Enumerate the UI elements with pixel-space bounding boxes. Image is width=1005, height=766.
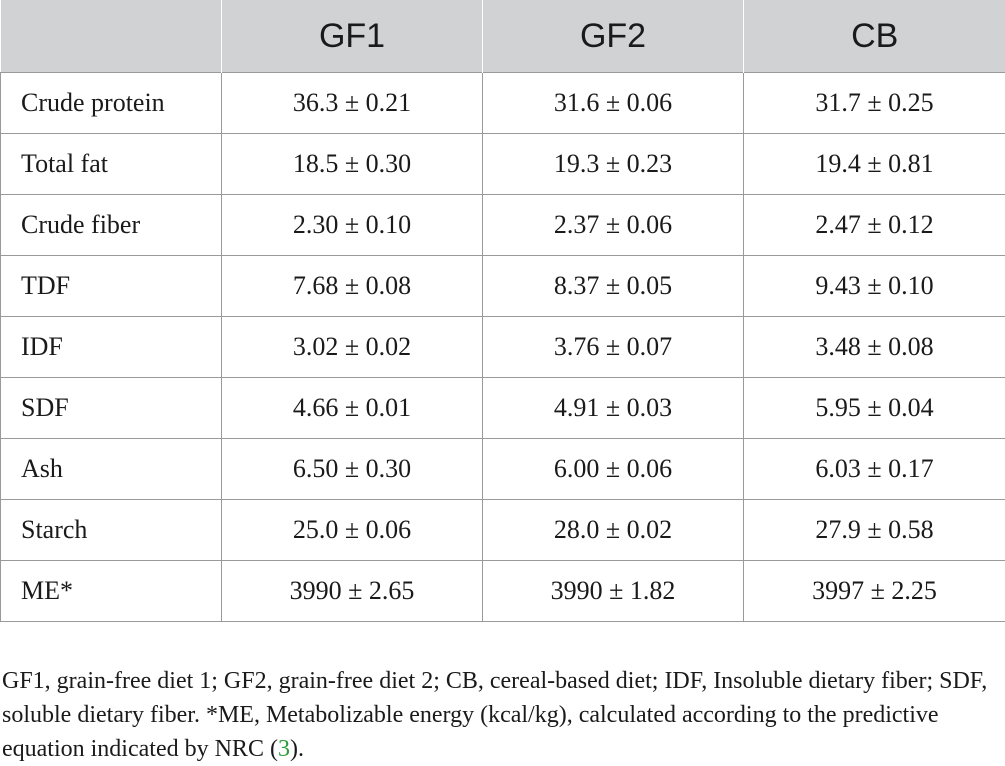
table-row: [1, 73, 1005, 134]
row-label: IDF: [1, 317, 222, 378]
table-cell: 4.91 ± 0.03: [483, 378, 744, 439]
row-label: Total fat: [1, 134, 222, 195]
table-row: [1, 195, 1005, 256]
row-label: Ash: [1, 439, 222, 500]
header-cell-empty: [1, 0, 222, 73]
footnote-text: GF1, grain-free diet 1; GF2, grain-free diet 2; CB, cereal-based diet; IDF, Insoluble dietary fiber; SDF, soluble dietary fiber. *ME, Metabolizable energy (kcal/kg), calculated according to the predictive equation indicated by NRC (: [2, 668, 987, 762]
table-cell: 18.5 ± 0.30: [222, 134, 483, 195]
table-cell: 7.68 ± 0.08: [222, 256, 483, 317]
table-row: [1, 561, 1005, 622]
row-label: Crude fiber: [1, 195, 222, 256]
table-cell: 4.66 ± 0.01: [222, 378, 483, 439]
table-cell: 2.47 ± 0.12: [744, 195, 1005, 256]
table-cell: 6.03 ± 0.17: [744, 439, 1005, 500]
table-row: [1, 500, 1005, 561]
table-cell: 2.37 ± 0.06: [483, 195, 744, 256]
header-cell-gf2: GF2: [483, 0, 744, 73]
table-header: [1, 0, 1005, 73]
table-cell: 3990 ± 1.82: [483, 561, 744, 622]
header-cell-gf1: GF1: [222, 0, 483, 73]
table-body: [1, 73, 1005, 622]
header-cell-cb: CB: [744, 0, 1005, 73]
row-label: ME*: [1, 561, 222, 622]
reference-link[interactable]: 3: [278, 736, 290, 762]
table-row: [1, 439, 1005, 500]
table-cell: 6.00 ± 0.06: [483, 439, 744, 500]
footnote-suffix: ).: [290, 736, 304, 762]
table-footnote: [2, 664, 1002, 766]
table-cell: 19.4 ± 0.81: [744, 134, 1005, 195]
row-label: Starch: [1, 500, 222, 561]
table-cell: 3.76 ± 0.07: [483, 317, 744, 378]
table-cell: 36.3 ± 0.21: [222, 73, 483, 134]
table-cell: 25.0 ± 0.06: [222, 500, 483, 561]
row-label: TDF: [1, 256, 222, 317]
row-label: SDF: [1, 378, 222, 439]
table-cell: 31.7 ± 0.25: [744, 73, 1005, 134]
table-cell: 28.0 ± 0.02: [483, 500, 744, 561]
table-cell: 3990 ± 2.65: [222, 561, 483, 622]
table-cell: 9.43 ± 0.10: [744, 256, 1005, 317]
table-cell: 3997 ± 2.25: [744, 561, 1005, 622]
table-row: [1, 256, 1005, 317]
table-cell: 31.6 ± 0.06: [483, 73, 744, 134]
table-cell: 27.9 ± 0.58: [744, 500, 1005, 561]
table-cell: 3.02 ± 0.02: [222, 317, 483, 378]
table-cell: 2.30 ± 0.10: [222, 195, 483, 256]
table-cell: 3.48 ± 0.08: [744, 317, 1005, 378]
table-row: [1, 378, 1005, 439]
table-row: [1, 134, 1005, 195]
table-cell: 19.3 ± 0.23: [483, 134, 744, 195]
row-label: Crude protein: [1, 73, 222, 134]
table-cell: 8.37 ± 0.05: [483, 256, 744, 317]
table-row: [1, 317, 1005, 378]
table-cell: 6.50 ± 0.30: [222, 439, 483, 500]
table-cell: 5.95 ± 0.04: [744, 378, 1005, 439]
header-row: [1, 0, 1005, 73]
